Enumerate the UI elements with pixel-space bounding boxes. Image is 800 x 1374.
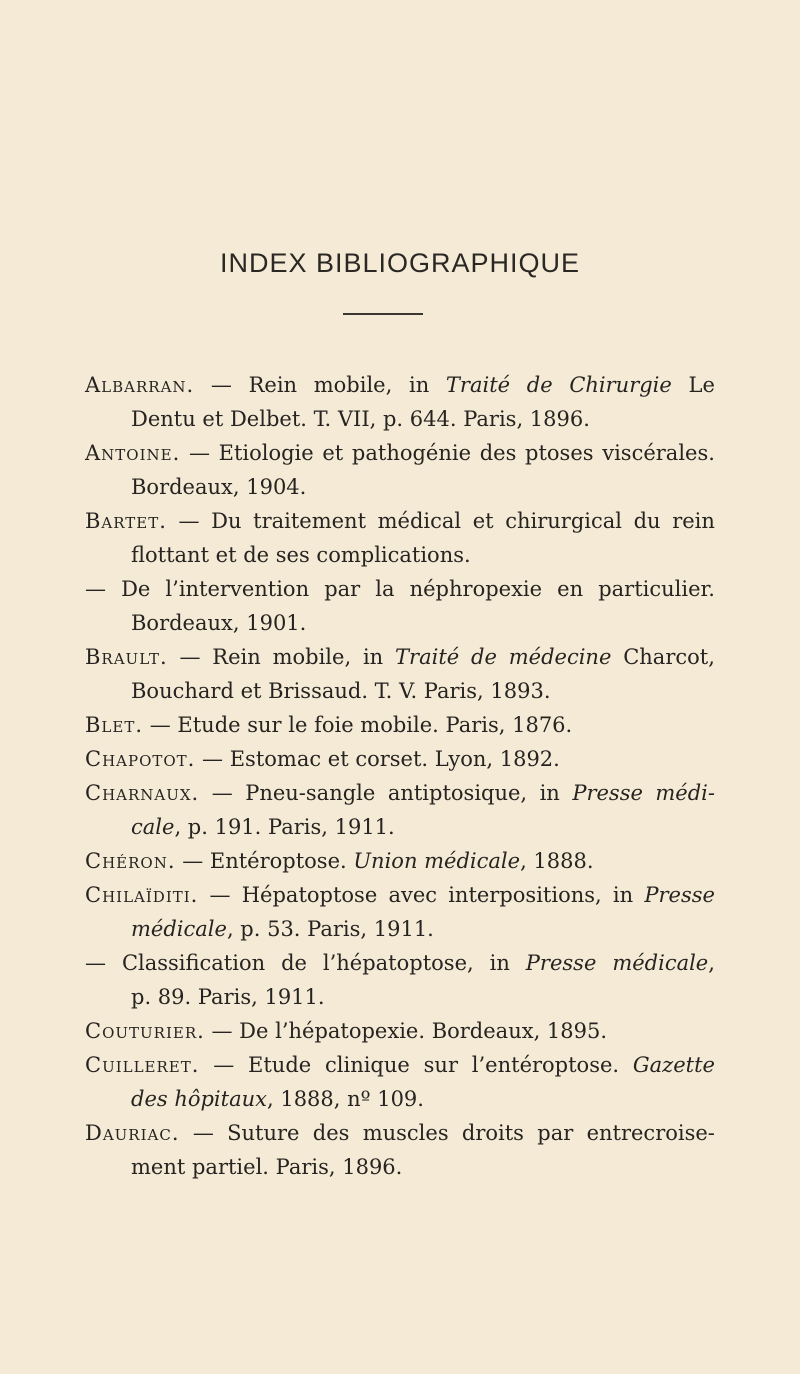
text-word: l’entéroptose. <box>471 1053 620 1077</box>
text-word: — <box>85 951 106 975</box>
entry-line <box>85 640 715 674</box>
text: Bordeaux, 1901. <box>131 611 307 635</box>
bibliography-entry <box>85 436 715 504</box>
text-word: Traité <box>395 645 460 669</box>
text-word: antiptosique, <box>387 781 528 805</box>
text-word: — <box>178 509 200 533</box>
entry-line <box>85 980 715 1014</box>
entry-line <box>85 538 715 572</box>
bibliography-entry <box>85 946 715 1014</box>
entry-line <box>85 946 715 980</box>
entry-line <box>85 470 715 504</box>
text-word: la <box>375 577 395 601</box>
entry-line <box>85 1014 715 1048</box>
entry-line <box>85 402 715 436</box>
italic-text: médicale <box>131 917 227 941</box>
text: p. 89. Paris, 1911. <box>131 985 325 1009</box>
text-word: — <box>211 781 233 805</box>
author-name: Albarran. <box>85 373 195 397</box>
bibliography-entry <box>85 708 715 742</box>
text-word: muscles <box>362 1121 449 1145</box>
text-word: — <box>210 373 232 397</box>
bibliography-entry <box>85 368 715 436</box>
author-name: Cuilleret. <box>85 1053 200 1077</box>
text-word: Etude <box>248 1053 312 1077</box>
text-word: Du <box>211 509 242 533</box>
text-word: Chirurgie <box>569 373 672 397</box>
entry-line <box>85 1116 715 1150</box>
text-word: entrecroise- <box>586 1121 715 1145</box>
bibliography-entry <box>85 742 715 776</box>
text-word: — <box>192 1121 214 1145</box>
text-word: traitement <box>253 509 367 533</box>
text-word: des <box>479 441 517 465</box>
entry-line <box>85 810 715 844</box>
entry-line <box>85 1082 715 1116</box>
author-name: Chapotot. <box>85 747 196 771</box>
text: Bordeaux, 1904. <box>131 475 307 499</box>
text-word: in <box>408 373 430 397</box>
text-word: de <box>471 645 497 669</box>
bibliography-entry <box>85 1116 715 1184</box>
text-word: ptoses <box>525 441 594 465</box>
entry-line <box>85 708 715 742</box>
text-word: de <box>526 373 553 397</box>
text-word: Etiologie <box>218 441 314 465</box>
author-name: Couturier. <box>85 1019 205 1043</box>
text-word: — <box>188 441 210 465</box>
text-word: — <box>85 577 106 601</box>
entry-line <box>85 776 715 810</box>
text-word: Hépatoptose <box>241 883 378 907</box>
author-name: Bartet. <box>85 509 167 533</box>
text-word: pathogénie <box>351 441 472 465</box>
italic-text: Union médicale <box>353 849 521 873</box>
text-word: rein <box>672 509 715 533</box>
entry-line <box>85 844 715 878</box>
text-word: chirurgical <box>505 509 622 533</box>
text-word: médicale, <box>612 951 715 975</box>
text-word: Presse <box>525 951 597 975</box>
text-word: médecine <box>508 645 612 669</box>
entry-line <box>85 436 715 470</box>
text-word: Traité <box>445 373 511 397</box>
bibliography-list <box>85 368 715 1184</box>
author-name: Antoine. <box>85 441 181 465</box>
author-name: Blet. <box>85 713 144 737</box>
entry-line <box>85 674 715 708</box>
text-word: De <box>121 577 151 601</box>
bibliography-entry <box>85 878 715 946</box>
text-word: Classification <box>121 951 266 975</box>
italic-text: des hôpitaux <box>131 1087 267 1111</box>
text-word: par <box>537 1121 574 1145</box>
entry-line <box>85 368 715 402</box>
text-word: Pneu-sangle <box>245 781 376 805</box>
entry-line <box>85 572 715 606</box>
bibliography-entry <box>85 1014 715 1048</box>
bibliography-entry <box>85 640 715 708</box>
text-word: du <box>633 509 661 533</box>
bibliography-entry <box>85 1048 715 1116</box>
text-word: Charcot, <box>623 645 715 669</box>
text-word: droits <box>461 1121 524 1145</box>
text: , p. 191. Paris, 1911. <box>174 815 395 839</box>
text-word: médical <box>377 509 462 533</box>
text-word: des <box>312 1121 350 1145</box>
author-name: Dauriac. <box>85 1121 180 1145</box>
text-word: mobile, <box>313 373 393 397</box>
text: , 1888, nº 109. <box>266 1087 424 1111</box>
text: Bouchard et Brissaud. T. V. Paris, 1893. <box>131 679 551 703</box>
text: flottant et de ses complications. <box>131 543 471 567</box>
text-word: et <box>322 441 344 465</box>
bibliography-entry <box>85 572 715 640</box>
author-name: Chéron. <box>85 849 176 873</box>
text-word: clinique <box>325 1053 410 1077</box>
author-name: Chilaïditi. <box>85 883 199 907</box>
entry-line <box>85 606 715 640</box>
bibliography-entry <box>85 504 715 572</box>
text: — Etude sur le foie mobile. Paris, 1876. <box>149 713 573 737</box>
text: , 1888. <box>520 849 594 873</box>
author-name: Brault. <box>85 645 168 669</box>
text-word: Suture <box>227 1121 300 1145</box>
text: — Entéroptose. <box>182 849 354 873</box>
page-title: INDEX BIBLIOGRAPHIQUE <box>219 248 581 279</box>
text-word: in <box>362 645 384 669</box>
text-word: et <box>472 509 494 533</box>
entry-line <box>85 878 715 912</box>
text-word: l’hépatoptose, <box>322 951 474 975</box>
text-word: l’intervention <box>165 577 310 601</box>
entry-line <box>85 912 715 946</box>
text-word: in <box>539 781 560 805</box>
text: , p. 53. Paris, 1911. <box>226 917 434 941</box>
text-word: par <box>324 577 361 601</box>
text-word: Le <box>688 373 715 397</box>
text-word: Gazette <box>632 1053 715 1077</box>
text-word: viscérales. <box>602 441 715 465</box>
text-word: mobile, <box>272 645 352 669</box>
text-word: — <box>209 883 231 907</box>
text-word: de <box>281 951 307 975</box>
entry-line <box>85 1150 715 1184</box>
text-word: — <box>213 1053 235 1077</box>
entry-line <box>85 504 715 538</box>
bibliography-entry <box>85 776 715 844</box>
text: — De l’hépatopexie. Bordeaux, 1895. <box>211 1019 608 1043</box>
text-word: avec <box>388 883 438 907</box>
text-word: Presse <box>572 781 643 805</box>
text-word: en <box>557 577 584 601</box>
text: ment partiel. Paris, 1896. <box>131 1155 403 1179</box>
text-word: médi- <box>655 781 715 805</box>
text-word: néphropexie <box>409 577 543 601</box>
text: Dentu et Delbet. T. VII, p. 644. Paris, 1896. <box>131 407 590 431</box>
author-name: Charnaux. <box>85 781 200 805</box>
text-word: particulier. <box>598 577 715 601</box>
text: — Estomac et corset. Lyon, 1892. <box>202 747 560 771</box>
text-word: interpositions, <box>448 883 602 907</box>
text-word: Rein <box>248 373 298 397</box>
text-word: Presse <box>644 883 715 907</box>
text-word: Rein <box>212 645 261 669</box>
entry-line <box>85 1048 715 1082</box>
text-word: in <box>489 951 510 975</box>
bibliography-entry <box>85 844 715 878</box>
italic-text: cale <box>131 815 175 839</box>
title-rule <box>343 313 423 315</box>
text-word: sur <box>423 1053 458 1077</box>
text-word: in <box>612 883 634 907</box>
entry-line <box>85 742 715 776</box>
text-word: — <box>179 645 201 669</box>
